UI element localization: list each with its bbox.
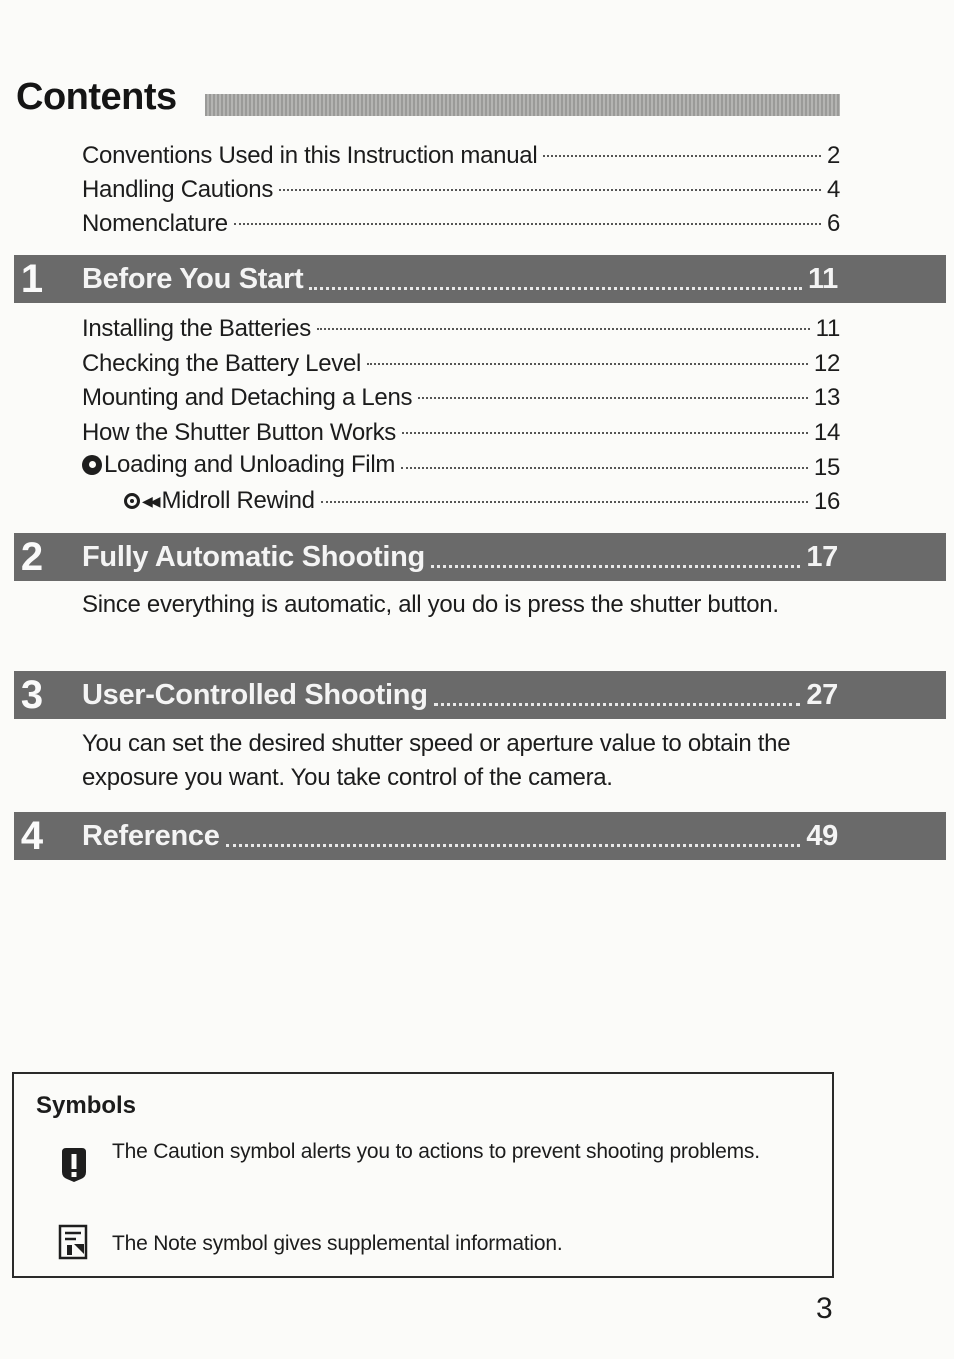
toc-entry-label: Conventions Used in this Instruction manual xyxy=(82,142,538,169)
chapter-title: User-Controlled Shooting xyxy=(82,678,428,711)
midroll-rewind-icon: ◀◀ xyxy=(124,493,158,510)
toc-entry-label: Mounting and Detaching a Lens xyxy=(82,384,413,411)
toc-entry-page: 6 xyxy=(826,210,840,237)
chapter-number: 2 xyxy=(20,534,44,579)
toc-entry-page: 12 xyxy=(813,350,840,377)
chapter-title: Reference xyxy=(82,819,220,852)
dot-leader xyxy=(431,539,800,568)
dot-leader xyxy=(543,131,821,157)
chapter-banner-2[interactable] xyxy=(14,533,946,581)
toc-entry-label: Installing the Batteries xyxy=(82,315,311,342)
chapter-page: 27 xyxy=(806,678,838,711)
chapter-page: 11 xyxy=(807,262,838,295)
dot-leader xyxy=(402,408,808,434)
film-icon xyxy=(82,455,102,475)
title-rule xyxy=(205,94,840,116)
toc-entry-page: 2 xyxy=(826,142,840,169)
dot-leader xyxy=(418,373,808,399)
chapter-title: Fully Automatic Shooting xyxy=(82,540,425,573)
caution-icon xyxy=(54,1144,94,1184)
dot-leader xyxy=(226,818,801,847)
toc-entry-page: 4 xyxy=(826,176,840,203)
symbols-title: Symbols xyxy=(36,1092,137,1119)
chapter-title: Before You Start xyxy=(82,262,304,295)
caution-text: The Caution symbol alerts you to actions to prevent shooting problems. xyxy=(112,1140,760,1163)
page-title: Contents xyxy=(16,76,177,118)
toc-entry-page: 15 xyxy=(813,454,840,481)
toc-entry-label: How the Shutter Button Works xyxy=(82,419,396,446)
toc-entry-page: 11 xyxy=(815,315,840,342)
toc-entry-label: Nomenclature xyxy=(82,210,228,237)
toc-entry-nomenclature[interactable] xyxy=(82,205,840,239)
chapter-number: 1 xyxy=(20,256,44,301)
dot-leader xyxy=(367,339,808,365)
toc-entry-label: Loading and Unloading Film xyxy=(104,451,396,478)
note-text: The Note symbol gives supplemental information. xyxy=(112,1232,563,1255)
chapter-number: 3 xyxy=(20,672,44,717)
dot-leader xyxy=(401,443,808,469)
dot-leader xyxy=(317,304,810,330)
toc-entry-page: 16 xyxy=(813,488,840,515)
dot-leader xyxy=(321,477,808,503)
toc-entry-page: 14 xyxy=(813,419,840,446)
chapter-description: You can set the desired shutter speed or aperture value to obtain the exposure you want. You take control of the camera. xyxy=(82,730,791,791)
chapter-banner-3[interactable] xyxy=(14,671,946,719)
toc-entry-midroll-rewind[interactable] xyxy=(124,483,840,517)
toc-entry-page: 13 xyxy=(813,384,840,411)
dot-leader xyxy=(309,261,802,290)
toc-entry-label: Midroll Rewind xyxy=(161,487,315,514)
chapter-banner-1[interactable] xyxy=(14,255,946,303)
dot-leader xyxy=(279,165,821,191)
chapter-banner-4[interactable] xyxy=(14,812,946,860)
toc-entry-label: Handling Cautions xyxy=(82,176,274,203)
dot-leader xyxy=(234,199,821,225)
chapter-page: 49 xyxy=(806,819,838,852)
dot-leader xyxy=(434,677,801,706)
chapter-number: 4 xyxy=(20,813,44,858)
chapter-page: 17 xyxy=(806,540,838,573)
note-icon xyxy=(58,1224,90,1260)
toc-entry-label: Checking the Battery Level xyxy=(82,350,362,377)
chapter-description: Since everything is automatic, all you do is press the shutter button. xyxy=(82,591,779,618)
page-number: 3 xyxy=(816,1292,833,1325)
symbols-box xyxy=(12,1072,834,1278)
